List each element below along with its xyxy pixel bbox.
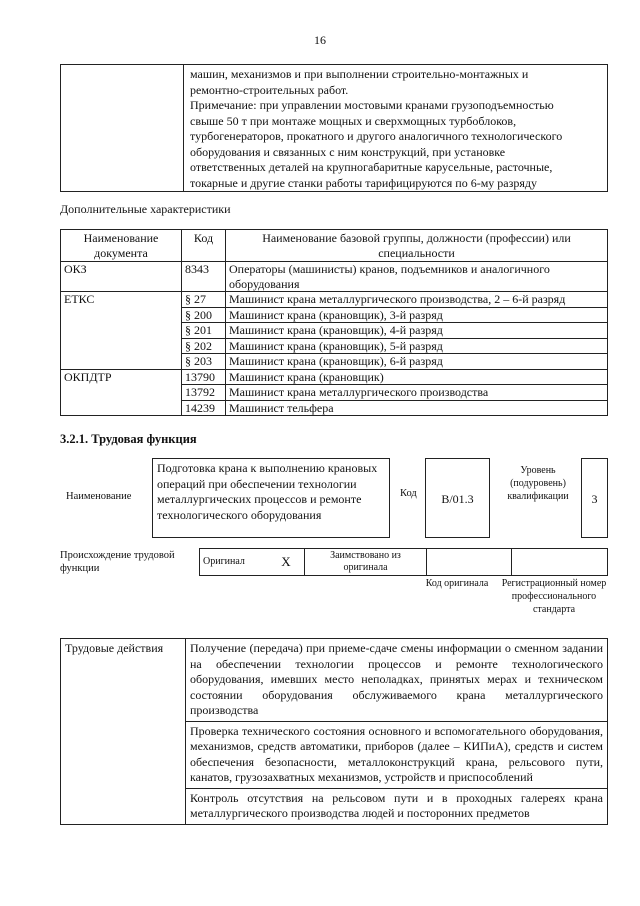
header-name: Наименование базовой группы, должности (профессии) или специальности [226,230,608,262]
continuation-line: свыше 50 т при монтаже мощных и сверхмощных турбоблоков, [190,113,517,128]
additional-characteristics-table [60,229,608,416]
continuation-line: ремонтно-строительных работ. [190,82,349,97]
table-row [61,369,608,385]
code-label: Код [400,488,417,499]
continuation-line: оборудования и связанных с ним конструкций, при установке [190,144,506,159]
level-box: 3 [581,458,608,538]
name-cell: Машинист крана (крановщик) [226,369,608,385]
origin-table [199,548,608,576]
origin-label: Происхождение трудовой функции [60,550,175,574]
code-cell: § 203 [182,354,226,370]
page-number: 16 [314,33,326,47]
code-cell: § 200 [182,307,226,323]
doc-cell: ОКПДТР [61,369,182,416]
code-cell: 13792 [182,385,226,401]
name-cell: Машинист крана (крановщик), 5-й разряд [226,338,608,354]
name-cell: Машинист крана металлургического производства, 2 – 6-й разряд [226,292,608,308]
name-cell: Машинист крана металлургического производства [226,385,608,401]
continuation-table [60,64,608,192]
name-cell: Машинист крана (крановщик), 6-й разряд [226,354,608,370]
continuation-line: турбогенераторов, прокатного и другого аналогичного технологического [190,129,563,143]
continuation-line: машин, механизмов и при выполнении строительно-монтажных и [190,67,529,81]
name-cell: Машинист тельфера [226,400,608,416]
name-cell: Машинист крана (крановщик), 3-й разряд [226,307,608,323]
action-item: Проверка технического состояния основного и вспомогательного оборудования, механизмов, средств автоматики, приборов (далее – КИПиА), средств и систем обеспечения безопасности, металлоконструкций крана, рельсового пути, канатов, грузозахватных механизмов, устройств и приспособлений [186,721,608,788]
continuation-line: ответственных деталей на крупногабаритные карусельные, расточные, [190,160,553,174]
continuation-line: Примечание: при управлении мостовыми кранами грузоподъемностью [190,98,554,112]
name-label: Наименование [66,491,132,502]
table-row [61,639,608,722]
labor-actions-table [60,638,608,825]
additional-characteristics-title: Дополнительные характеристики [60,202,231,216]
name-cell: Машинист крана (крановщик), 4-й разряд [226,323,608,339]
actions-label: Трудовые действия [61,639,186,825]
header-document: Наименование документа [61,230,182,262]
function-heading: 3.2.1. Трудовая функция [60,432,197,446]
header-code: Код [182,230,226,262]
function-code-box: B/01.3 [425,458,490,538]
code-cell: § 27 [182,292,226,308]
original-label: Оригинал [200,549,269,576]
original-code-cell [427,549,512,576]
original-mark: X [268,549,305,576]
code-cell: 8343 [182,262,226,292]
level-label: Уровень (подуровень) квалификации [507,465,569,502]
reg-number-cell [512,549,608,576]
function-name-box: Подготовка крана к выполнению крановых операций при обеспечении технологии металлургических процессов и ремонте технологического оборудования [152,458,390,538]
continuation-label-cell [61,65,184,192]
table-row [61,262,608,292]
code-cell: 13790 [182,369,226,385]
action-item: Получение (передача) при приеме-сдаче смены информации о сменном задании на обеспечении технологии процессов и ремонте технологического оборудования, имевших место неполадках, принятых мерах и техническом состоянии оборудования обслуживаемого крана металлургического производства [186,639,608,722]
continuation-text-cell [184,65,608,192]
doc-cell: ЕТКС [61,292,182,370]
code-original-label: Код оригинала [425,578,489,589]
code-cell: § 202 [182,338,226,354]
continuation-line: токарные и другие станки работы тарифицируются по 6-му разряду [190,175,537,190]
code-cell: 14239 [182,400,226,416]
reg-number-label: Регистрационный номер профессионального стандарта [501,578,607,615]
action-item: Контроль отсутствия на рельсовом пути и в проходных галереях крана металлургического производства людей и посторонних предметов [186,788,608,824]
name-cell: Операторы (машинисты) кранов, подъемников и аналогичного оборудования [226,262,608,292]
doc-cell: ОКЗ [61,262,182,292]
table-row [61,292,608,308]
borrowed-label: Заимствовано из оригинала [305,549,427,576]
code-cell: § 201 [182,323,226,339]
